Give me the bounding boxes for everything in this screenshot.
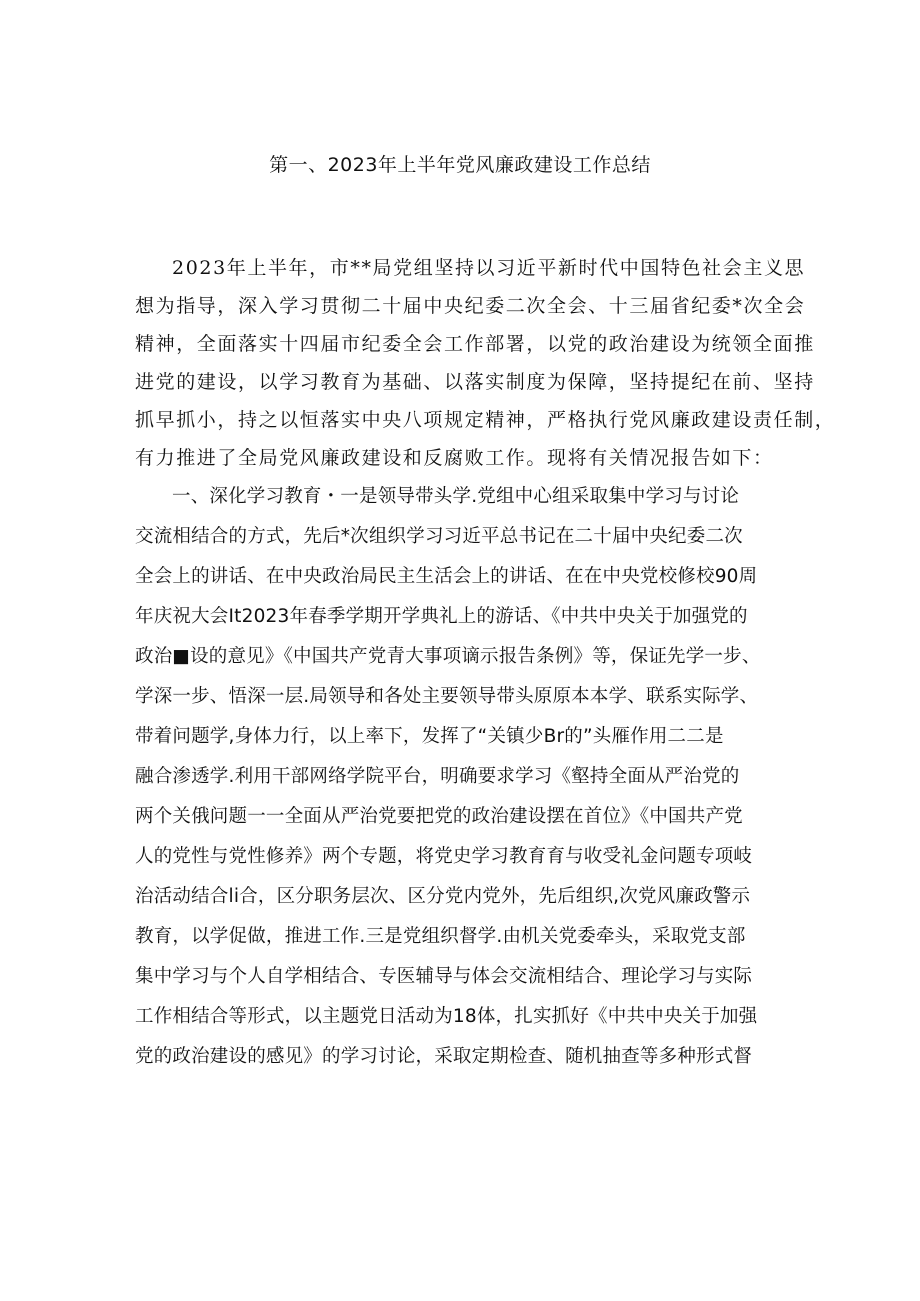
- document-title: 第一、2023年上半年党风廉政建设工作总结: [269, 154, 651, 176]
- paragraph-line: 想为指导，深入学习贯彻二十届中央纪委二次全会、十三届省纪委*次全会: [135, 295, 806, 317]
- paragraph-line: 教育，以学促做，推进工作.三是党组织督学.由机关党委牵头，采取党支部: [135, 926, 746, 947]
- paragraph-line: 交流相结合的方式，先后*次组织学习习近平总书记在二十届中央纪委二次: [135, 526, 743, 547]
- paragraph-line: 年庆祝大会It2023年春季学期开学典礼上的游话、《中共中央关于加强党的: [135, 606, 748, 627]
- paragraph-line: 两个关俄问题一一全面从严治党要把党的政治建设摆在首位》《中国共产党: [135, 806, 743, 827]
- paragraph-line: 2023年上半年，市**局党组坚持以习近平新时代中国特色社会主义思: [172, 257, 806, 279]
- paragraph-line: 融合渗透学.利用干部网络学院平台，明确要求学习《壑持全面从严治党的: [135, 766, 740, 787]
- paragraph-line: 精神，全面落实十四届市纪委全会工作部署，以党的政治建设为统领全面推: [135, 333, 815, 355]
- paragraph-line: 集中学习与个人自学相结合、专医辅导与体会交流相结合、理论学习与实际: [135, 966, 753, 987]
- paragraph-line: 学深一步、悟深一层.局领导和各处主要领导带头原原本本学、联系实际学、: [135, 686, 759, 707]
- paragraph-line: 全会上的讲话、在中央政治局民主生活会上的讲话、在在中央党校修校90周: [135, 566, 758, 587]
- paragraph-line: 抓早抓小，持之以恒落实中央八项规定精神，严格执行党风廉政建设责任制，: [135, 409, 836, 431]
- paragraph-line: 人的党性与党性修养》两个专题，将党史学习教育育与收受礼金问题专项岐: [135, 846, 753, 867]
- paragraph-line: 有力推进了全局党风廉政建设和反腐败工作。现将有关情况报告如下：: [135, 447, 774, 469]
- paragraph-line: 进党的建设，以学习教育为基础、以落实制度为保障，坚持提纪在前、坚持: [135, 371, 815, 393]
- paragraph-line: 治活动结合li合，区分职务层次、区分党内党外，先后组织,次党风廉政警示: [135, 886, 751, 907]
- paragraph-line: 带着问题学,身体力行，以上率下，发挥了“关镇少Br的”头雁作用二二是: [135, 726, 724, 747]
- paragraph-line: 一、深化学习教育・一是领导带头学.党组中心组采取集中学习与讨论: [172, 486, 740, 507]
- paragraph-line: 工作相结合等形式，以主题党日活动为18体，扎实抓好《中共中央关于加强: [135, 1006, 758, 1027]
- paragraph-line: 政治■设的意见》《中国共产党青大事项谪示报告条例》等，保证先学一步、: [135, 646, 761, 667]
- paragraph-line: 党的政治建设的感见》的学习讨论，采取定期检查、随机抽查等多种形式督: [135, 1046, 753, 1067]
